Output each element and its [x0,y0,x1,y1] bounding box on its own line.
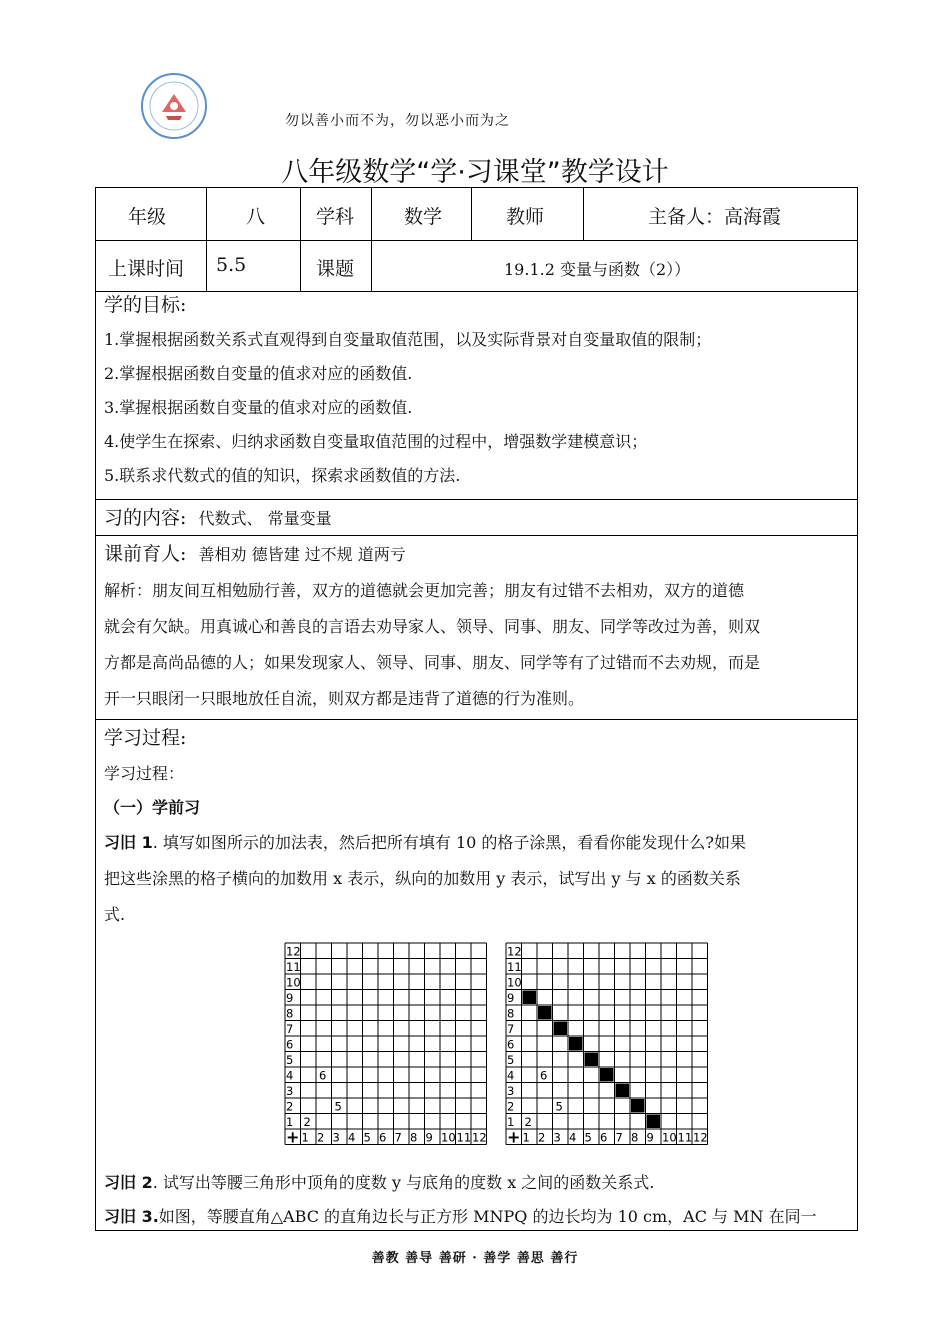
cell-value: 6 [540,1068,548,1083]
column-label: 1 [522,1130,530,1145]
column-label: 9 [646,1130,654,1145]
plus-sign: + [286,1127,300,1147]
moral-row [104,537,849,572]
moral-line: 解析：朋友间互相勉励行善，双方的道德就会更加完善；朋友有过错不去相劝，双方的道德 [104,581,745,600]
addition-table-blank [283,941,487,1147]
column-label: 11 [456,1130,472,1145]
col-divider [371,188,372,291]
col-divider [300,188,301,291]
column-label: 1 [301,1130,309,1145]
page-title: 八年级数学“学·习课堂”教学设计 [281,157,669,188]
shaded-cell [631,1099,645,1113]
addition-table-shaded [504,941,709,1146]
shaded-cell [585,1053,599,1067]
column-label: 12 [472,1130,487,1145]
column-label: 4 [569,1130,577,1145]
teacher-label: 教师 [506,206,545,228]
column-label: 2 [317,1130,325,1145]
cell-value: 2 [303,1115,311,1129]
row-label: 7 [286,1022,294,1036]
topic-value: 19.1.2 变量与函数（2）） [504,260,691,279]
question-1 [104,825,849,933]
cell-value: 6 [319,1068,327,1083]
column-label: 8 [631,1130,639,1145]
q1-line: 把这些涂黑的格子横向的加数用 x 表示，纵向的加数用 y 表示，试写出 y 与 x 的函数关系 [104,869,741,888]
row-label: 5 [507,1053,515,1067]
goals-heading: 学的目标: [104,294,187,316]
footer-slogan: 善教 善导 善研 · 善学 善思 善行 [371,1251,579,1266]
subject-label: 学科 [316,206,355,228]
time-label: 上课时间 [108,258,185,280]
time-value: 5.5 [216,254,247,276]
row-label: 11 [286,960,301,974]
motto: 勿以善小而不为，勿以恶小而为之 [285,113,510,129]
column-label: 5 [584,1130,592,1145]
row-label: 6 [286,1037,294,1052]
subject-value: 数学 [404,206,443,228]
column-label: 6 [600,1130,608,1145]
shaded-cell [538,1006,552,1020]
row-label: 8 [286,1006,294,1021]
q1-line: . 填写如图所示的加法表，然后把所有填有 10 的格子涂黑，看看你能发现什么?如果 [152,833,747,852]
row-label: 6 [507,1037,515,1052]
grade-value: 八 [246,206,266,228]
goal-item: 1.掌握根据函数关系式直观得到自变量取值范围，以及实际背景对自变量取值的限制； [104,330,712,349]
moral-explanation [104,573,849,717]
row-label: 10 [507,975,522,990]
cell-value: 5 [334,1099,342,1114]
shaded-cell [523,991,537,1005]
process-sub: 学习过程： [104,764,185,783]
moral-line: 方都是高尚品德的人；如果发现家人、领导、同事、朋友、同学等有了过错而不去劝规，而是 [104,653,761,672]
shaded-cell [600,1068,614,1082]
col-divider [471,188,472,240]
row-label: 8 [507,1006,515,1021]
column-label: 2 [538,1130,546,1145]
topic-label: 课题 [316,258,355,280]
row-label: 2 [507,1099,515,1114]
shaded-cell [647,1115,661,1129]
row-label: 3 [286,1084,294,1098]
column-label: 9 [425,1130,433,1145]
row-label: 4 [507,1068,515,1083]
lesson-table [95,187,858,1231]
row-label: 3 [507,1084,515,1098]
grade-label: 年级 [128,206,167,228]
row-divider [96,240,857,241]
row-label: 2 [286,1099,294,1114]
row-label: 12 [507,944,522,959]
process-heading: 学习过程: [104,727,187,749]
q3-label: 习旧 3. [104,1207,159,1226]
column-label: 7 [394,1130,402,1145]
goal-item: 4.使学生在探索、归纳求函数自变量取值范围的过程中，增强数学建模意识； [104,432,648,451]
row-label: 12 [286,944,301,959]
content-label: 习的内容: [104,507,187,529]
goal-item: 3.掌握根据函数自变量的值求对应的函数值. [104,398,413,417]
column-label: 4 [348,1130,356,1145]
column-label: 11 [677,1130,693,1145]
column-label: 8 [410,1130,418,1145]
plus-sign: + [507,1127,521,1147]
column-label: 12 [693,1130,708,1145]
row-divider [96,719,857,720]
question-2 [104,1166,849,1200]
column-label: 5 [363,1130,371,1145]
school-logo [140,72,208,140]
shaded-cell [616,1084,630,1098]
q2-text: . 试写出等腰三角形中顶角的度数 y 与底角的度数 x 之间的函数关系式. [152,1173,655,1192]
row-label: 1 [286,1115,294,1129]
column-label: 3 [332,1130,340,1145]
moral-value: 善相劝 德皆建 过不规 道两亏 [198,545,406,564]
section-heading: （一）学前习 [104,798,201,817]
cell-value: 2 [524,1115,532,1129]
row-label: 4 [286,1068,294,1083]
moral-line: 开一只眼闭一只眼地放任自流，则双方都是违背了道德的行为准则。 [104,689,585,708]
teacher-value: 主备人：高海霞 [648,206,782,228]
column-label: 6 [379,1130,387,1145]
question-3 [104,1200,849,1234]
row-label: 9 [286,991,294,1005]
content-row [104,501,849,536]
cell-value: 5 [555,1099,563,1114]
row-label: 11 [507,960,522,974]
row-label: 10 [286,975,301,990]
column-label: 3 [553,1130,561,1145]
q2-label: 习旧 2 [104,1173,153,1192]
col-divider [583,188,584,240]
col-divider [206,188,207,291]
row-label: 9 [507,991,515,1005]
column-label: 10 [662,1130,677,1145]
q3-text: 如图，等腰直角△ABC 的直角边长与正方形 MNPQ 的边长均为 10 cm，AC 与 MN 在同一 [158,1207,817,1226]
goal-item: 2.掌握根据函数自变量的值求对应的函数值. [104,364,413,383]
q1-line: 式. [104,905,126,924]
row-label: 7 [507,1022,515,1036]
content-value: 代数式、 常量变量 [198,509,332,528]
goal-item: 5.联系求代数式的值的知识，探索求函数值的方法. [104,466,461,485]
shaded-cell [554,1022,568,1036]
column-label: 7 [615,1130,623,1145]
shaded-cell [569,1037,583,1051]
row-divider [96,499,857,500]
moral-label: 课前育人: [104,543,187,565]
row-label: 1 [507,1115,515,1129]
row-label: 5 [286,1053,294,1067]
q1-label: 习旧 1 [104,833,153,852]
column-label: 10 [441,1130,456,1145]
moral-line: 就会有欠缺。用真诚心和善良的言语去劝导家人、领导、同事、朋友、同学等改过为善，则双 [104,617,761,636]
